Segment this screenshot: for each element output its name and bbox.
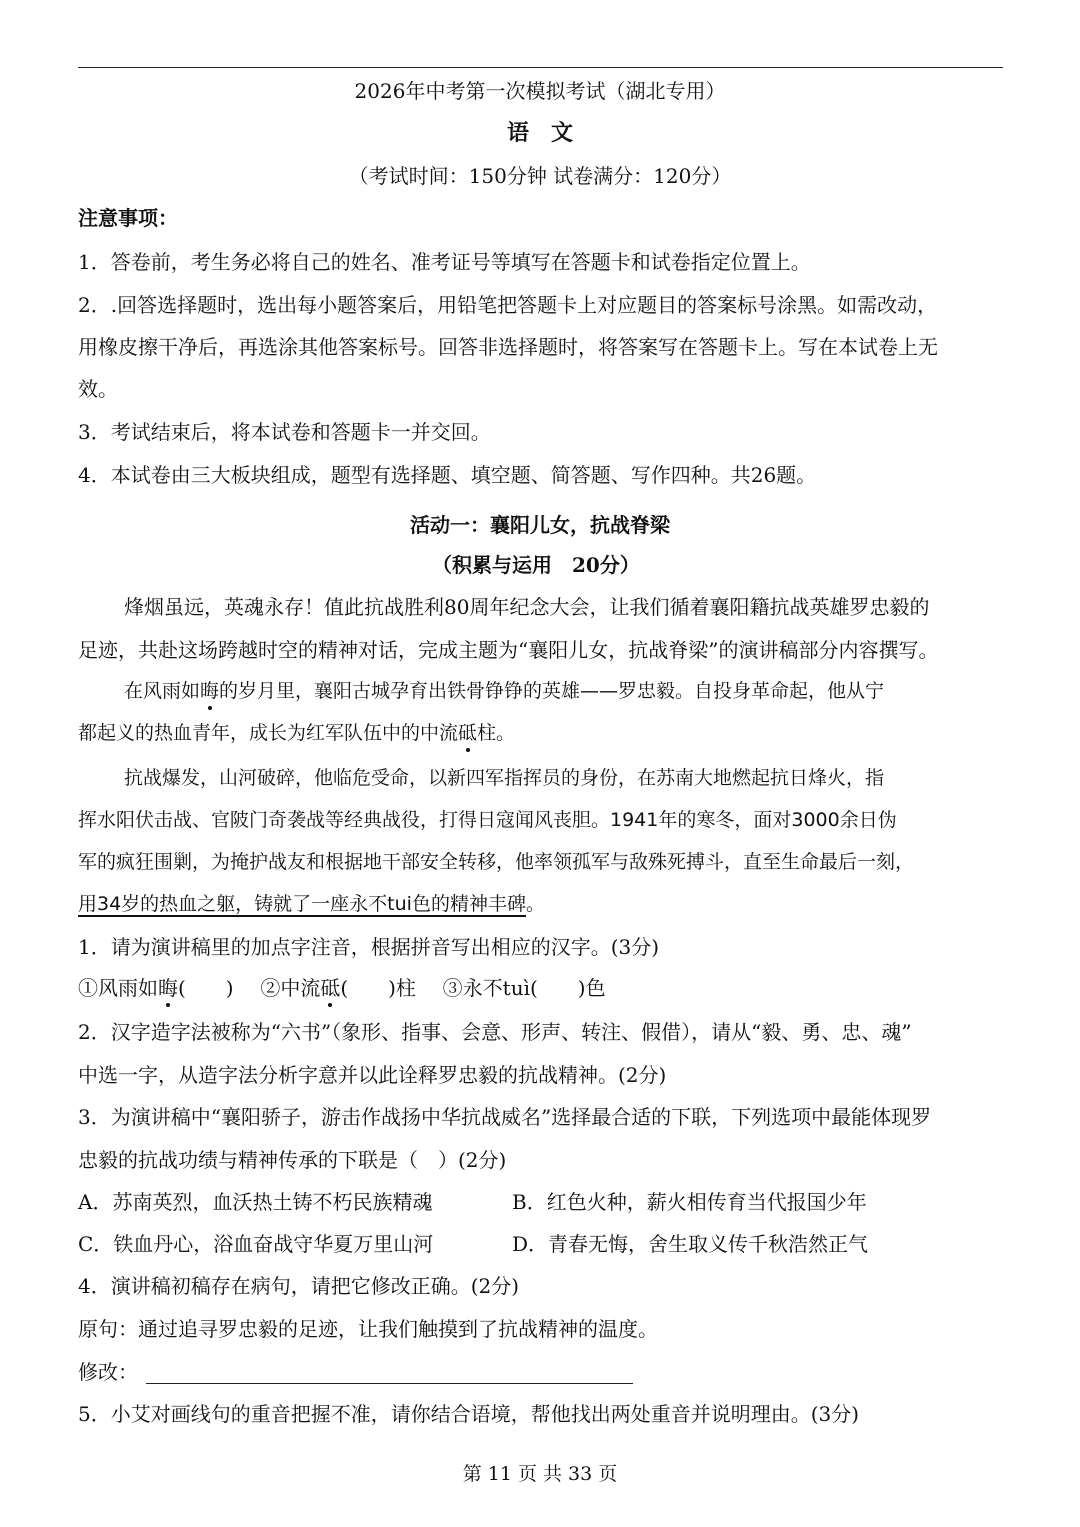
intro-line-2: 足迹，共赴这场跨越时空的精神对话，完成主题为“襄阳儿女，抗战脊梁”的演讲稿部分内容撰写。 (78, 638, 939, 662)
question-3-line-1: 3．为演讲稿中“襄阳骄子，游击作战扬中华抗战威名”选择最合适的下联，下列选项中最能体现罗 (78, 1105, 932, 1129)
exam-title: 2026年中考第一次模拟考试（湖北专用） (354, 79, 726, 103)
notice-item-2-line-1: 2．.回答选择题时，选出每小题答案后，用铅笔把答题卡上对应题目的答案标号涂黑。如需改动， (78, 293, 938, 317)
question-2-line-2: 中选一字，从造字法分析字意并以此诠释罗忠毅的抗战精神。(2分) (78, 1063, 667, 1087)
passage-line-3: 抗战爆发，山河破碎，他临危受命，以新四军指挥员的身份，在苏南大地燃起抗日烽火，指 (124, 767, 885, 789)
notice-item-2-line-2: 用橡皮擦干净后，再选涂其他答案标号。回答非选择题时，将答案写在答题卡上。写在本试卷上无 (78, 335, 938, 359)
notice-item-1: 1．答卷前，考生务必将自己的姓名、准考证号等填写在答题卡和试卷指定位置上。 (78, 250, 811, 274)
dotted-char-hui-q: 晦 (158, 976, 178, 1000)
exam-info: （考试时间：150分钟 试卷满分：120分） (348, 164, 732, 188)
notice-item-2-line-3: 效。 (78, 377, 118, 401)
header-rule (78, 67, 1003, 68)
option-d: D．青春无悔，舍生取义传千秋浩然正气 (512, 1232, 869, 1256)
question-2-line-1: 2．汉字造字法被称为“六书”（象形、指事、会意、形声、转注、假借），请从“毅、勇、忠、魂” (78, 1020, 912, 1044)
option-c: C．铁血丹心，浴血奋战守华夏万里山河 (78, 1232, 434, 1256)
question-4-fix: 修改： (78, 1358, 633, 1386)
passage-line-5: 军的疯狂围剿，为掩护战友和根据地干部安全转移，他率领孤军与敌殊死搏斗，直至生命最后一刻， (78, 851, 915, 873)
dotted-char-di: 砥 (458, 719, 477, 747)
question-3-line-2: 忠毅的抗战功绩与精神传承的下联是（ ）(2分) (78, 1148, 507, 1172)
answer-blank-line (146, 1363, 633, 1384)
question-4: 4．演讲稿初稿存在病句，请把它修改正确。(2分) (78, 1274, 520, 1298)
intro-line-1: 烽烟虽远，英魂永存！值此抗战胜利80周年纪念大会，让我们循着襄阳籍抗战英雄罗忠毅的 (124, 595, 930, 619)
question-1-answers: ①风雨如晦( ) ②中流砥( )柱 ③永不tuì( )色 (78, 976, 606, 1000)
passage-underlined-sentence: 用34岁的热血之躯，铸就了一座永不tui色的精神丰碑。 (78, 893, 545, 915)
notice-heading: 注意事项： (78, 206, 178, 230)
activity-title: 活动一：襄阳儿女，抗战脊梁 (410, 513, 670, 537)
dotted-char-hui: 晦 (200, 677, 219, 705)
notice-item-3: 3．考试结束后，将本试卷和答题卡一并交回。 (78, 420, 491, 444)
passage-line-4: 挥水阳伏击战、官陂门奇袭战等经典战役，打得日寇闻风丧胆。1941年的寒冬，面对3000余日伪 (78, 809, 897, 831)
passage-line-1: 在风雨如晦的岁月里，襄阳古城孕育出铁骨铮铮的英雄——罗忠毅。自投身革命起，他从宁 (124, 677, 884, 705)
passage-line-2: 都起义的热血青年，成长为红军队伍中的中流砥柱。 (78, 719, 515, 747)
dotted-char-di-q: 砥 (320, 976, 341, 1000)
notice-item-4: 4．本试卷由三大板块组成，题型有选择题、填空题、简答题、写作四种。共26题。 (78, 463, 817, 487)
option-a: A．苏南英烈，血沃热土铸不朽民族精魂 (78, 1190, 433, 1214)
option-b: B．红色火种，薪火相传育当代报国少年 (512, 1190, 867, 1214)
question-1: 1．请为演讲稿里的加点字注音，根据拼音写出相应的汉字。(3分) (78, 935, 660, 959)
question-4-original: 原句：通过追寻罗忠毅的足迹，让我们触摸到了抗战精神的温度。 (78, 1317, 658, 1341)
page-footer: 第 11 页 共 33 页 (462, 1463, 618, 1485)
question-5: 5．小艾对画线句的重音把握不准，请你结合语境，帮他找出两处重音并说明理由。(3分) (78, 1402, 860, 1426)
activity-subtitle: （积累与运用 20分） (432, 553, 640, 577)
subject-title: 语 文 (506, 120, 573, 146)
